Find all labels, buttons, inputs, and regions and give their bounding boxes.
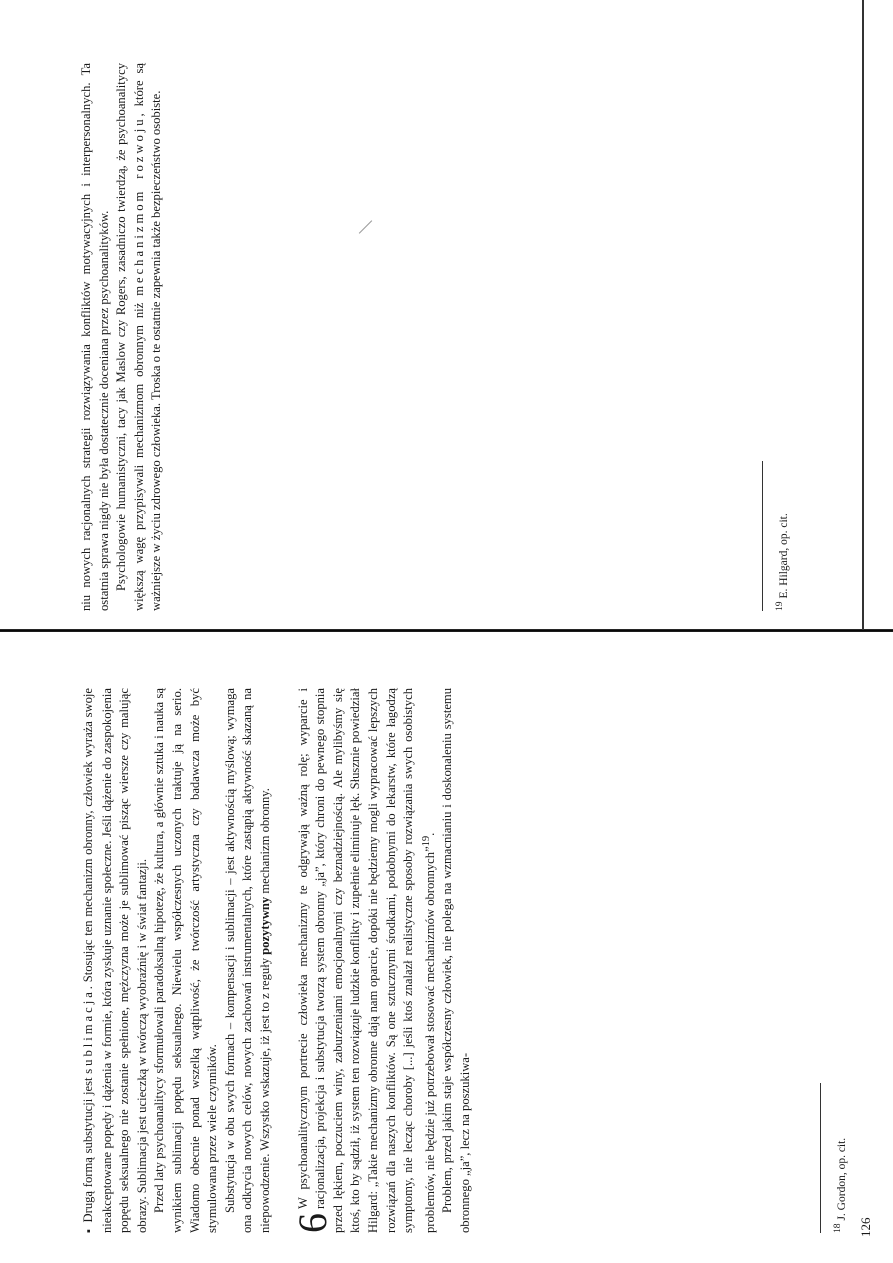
footnote [774, 513, 790, 611]
left-page-body [80, 688, 475, 1233]
footnote-rule [762, 461, 763, 611]
footnote [832, 1138, 848, 1233]
paragraph-hypothesis: Przed laty psychoanalitycy sformułowali paradoksalną hipotezę, że kultura, a głównie sztuka i nauka są wynikiem sublimacji popędu seksualnego. Niewielu współczesnych uczonych traktuje ją na serio. Wiadomo obecnie ponad wszelką wątpliwość, że twórczość artystyczna czy badawcza może być stymulowana przez wiele czynników. [152, 688, 220, 1233]
paragraph-text: Substytucja w obu swych formach – kompensacji i sublimacji – jest aktywnością myślową; wymaga ona odkrycia nowych celów, nowych zachowań instrumentalnych, które zastąpią aktywność skazaną na niepowodzenie. Wszystko wskazuje, iż jest to z reguły [222, 688, 272, 1233]
paragraph-problem: Problem, przed jakim staje współczesny człowiek, nie polega na wzmacnianiu i doskonaleniu systemu obronnego „ja”, lecz na poszukiwa- [440, 688, 473, 1233]
paragraph-text: , które są ważniejsze w życiu zdrowego człowieka. Troska o te ostatnie zapewnia także bezpieczeństwo osobiste. [131, 63, 164, 611]
paragraph-text: Drugą formą substytucji jest [81, 1073, 95, 1223]
footnote-mark: 19 [774, 601, 785, 611]
left-page [0, 632, 893, 1263]
page-number: 126 [858, 1217, 873, 1237]
scan-artifact [359, 220, 372, 233]
paragraph-text: W psychoanalitycznym portrecie człowieka mechanizmy te odgrywają ważną rolę; wyparcie i racjonalizacja, projekcja i substytucja tworzą system obronny „ja”, który chroni do pewnego stopnia przed lękiem, poczuciem winy, zaburzeniami emocjonalnymi czy beznadziejnością. Ale mylibyśmy się ktoś, kto by sądził, iż system ten rozwiązuje ludzkie konflikty i zupełnie eliminuje lęk. Słusznie powiedział Hilgard: „Takie mechanizmy obronne dają nam oparcie, dopóki nie będziemy mogli wypracować lepszych rozwiązań dla naszych konfliktów. Są one sztucznymi środkami, podobnymi do lekarstw, które łagodzą symptomy, nie lecząc choroby [...] jeśli ktoś znalazł realistyczne sposoby rozwiązania swych osobistych problemów, nie będzie już potrzebował stosować mechanizmów obronnych” [295, 688, 437, 1233]
footnote-text: E. Hilgard, op. cit. [777, 513, 790, 599]
right-page-body [78, 63, 166, 611]
bullet-marker: ▪ [83, 1228, 95, 1233]
paragraph-continuation: niu nowych racjonalnych strategii rozwiązywania konfliktów motywacyjnych i interpersonalnych. Ta ostatnia sprawa nigdy nie była dostatecznie doceniana przez psychoanalityków. [79, 63, 111, 611]
paragraph-psychoanalytic-portrait: 6 W psychoanalitycznym portrecie człowieka mechanizmy te odgrywają ważną rolę; wyparcie i racjonalizacja, projekcja i substytucja tworzą system obronny „ja”, który chroni do pewnego stopnia przed lękiem, poczuciem winy, zaburzeniami emocjonalnymi czy beznadziejnością. Ale mylibyśmy się ktoś, kto by sądził, iż system ten rozwiązuje ludzkie konflikty i zupełnie eliminuje lęk. Słusznie powiedział Hilgard: „Takie mechanizmy obronne dają nam oparcie, dopóki nie będziemy mogli wypracować lepszych rozwiązań dla naszych konfliktów. Są one sztucznymi środkami, podobnymi do lekarstw, które łagodzą symptomy, nie lecząc choroby [...] jeśli ktoś znalazł realistyczne sposoby rozwiązania swych osobistych problemów, nie będzie już potrzebował stosować mechanizmów obronnych”$^{19}$. [289, 688, 437, 1233]
footnote-text: J. Gordon, op. cit. [835, 1137, 848, 1221]
paragraph-text: mechanizm obronny. [257, 788, 272, 897]
paragraph-sublimation [80, 688, 151, 1233]
paragraph-substitution [222, 688, 275, 1233]
section-number-dropcap: 6 [289, 1213, 335, 1233]
paragraph-text: Psychologowie humanistyczni, tacy jak Maslow czy Rogers, zasadniczo twierdzą, że psychoanalitycy większą wagę przypisywali mechanizmom obronnym niż [114, 63, 146, 611]
paragraph-humanistic [113, 63, 166, 611]
scan-edge-line [862, 0, 864, 630]
spaced-term: mechanizmom rozwoju [131, 116, 146, 296]
footnote-mark: 18 [832, 1223, 843, 1233]
spaced-term: sublimacja [81, 989, 95, 1074]
right-page [0, 0, 893, 631]
bold-term: pozytywny [257, 896, 272, 955]
paragraph-text: . Stosując ten mechanizm obronny, człowiek wyraża swoje nieakceptowane popędy i dążenia w formie, która zyskuje uznanie społeczne. Jeśli dążenie do zaspokojenia popędu seksualnego nie zostanie spełnione, mężczyzna może je sublimować pisząc wiersze czy malując obrazy. Sublimacja jest ucieczką w twórczą wyobraźnię i w świat fantazji. [81, 688, 149, 1233]
footnote-reference: 19 [420, 835, 432, 847]
footnote-rule [820, 1083, 821, 1233]
